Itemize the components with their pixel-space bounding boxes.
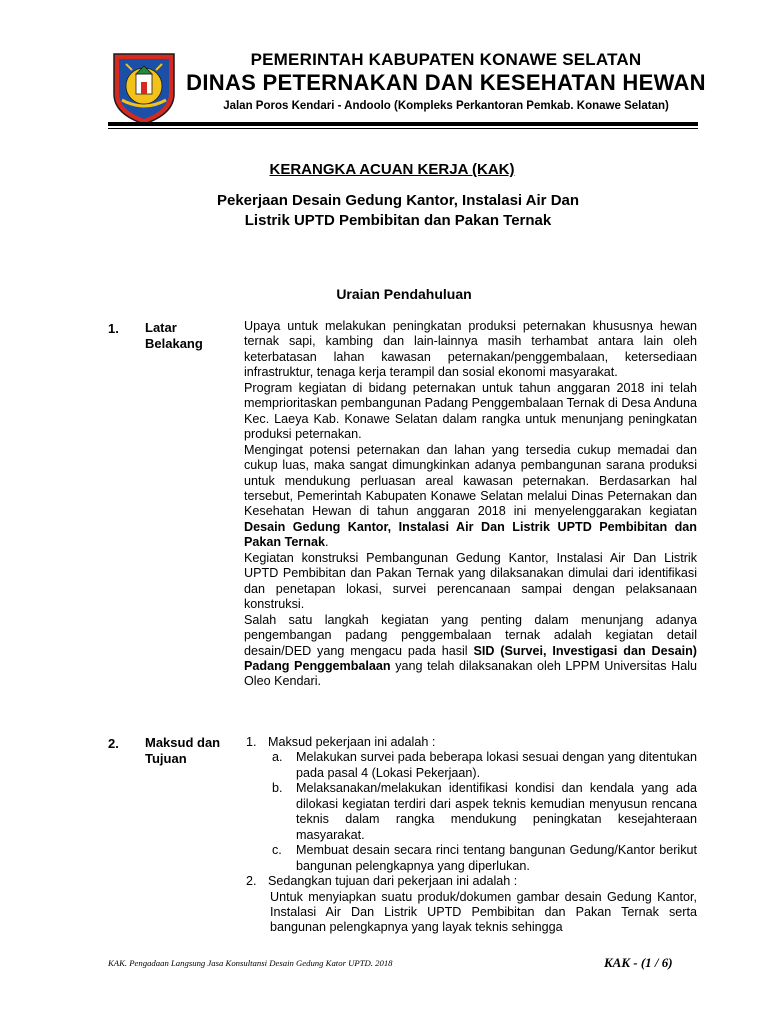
section1-paragraph-4: Kegiatan konstruksi Pembangunan Gedung Kantor, Instalasi Air Dan Listrik UPTD Pembibitan dan Pakan Ternak yang dilaksanakan dimulai dari identifikasi dan penetapan lokasi, survei perencanaan sampai dengan pelaksanaan konstruksi.	[244, 550, 697, 612]
footer-document-reference: KAK. Pengadaan Langsung Jasa Konsultansi Desain Gedung Kator UPTD. 2018	[108, 958, 393, 968]
section1-paragraph-2: Program kegiatan di bidang peternakan untuk tahun anggaran 2018 ini telah memprioritaskan pembangunan Padang Penggembalaan Ternak di Desa Anduna Kec. Laeya Kab. Konawe Selatan dalam rangka untuk menunjang peningkatan produksi peternakan.	[244, 380, 697, 442]
section1-p3-bold: Desain Gedung Kantor, Instalasi Air Dan Listrik UPTD Pembibitan dan Pakan Ternak	[244, 519, 697, 550]
document-subtitle-line1: Pekerjaan Desain Gedung Kantor, Instalasi Air Dan	[216, 192, 580, 209]
section1-p3-text: Mengingat potensi peternakan dan lahan yang tersedia cukup memadai dan cukup luas, maka sangat dimungkinkan adanya pembangunan sarana produksi untuk mendukung perluasan areal kawasan peternakan. Berdasarkan hal tersebut, Pemerintah Kabupaten Konawe Selatan melalui Dinas Peternakan dan Kesehatan Hewan di tahun anggaran 2018 ini menyelenggarakan kegiatan	[244, 442, 697, 519]
section1-paragraph-5	[244, 613, 697, 690]
list-marker: 2.	[246, 874, 257, 889]
section1-number: 1.	[108, 321, 119, 336]
list-marker: c.	[272, 843, 282, 858]
section2-list	[244, 735, 697, 936]
list-item-text: Melakukan survei pada beberapa lokasi sesuai dengan yang ditentukan pada pasal 4 (Lokasi Pekerjaan).	[296, 750, 697, 780]
section1-paragraph-1: Upaya untuk melakukan peningkatan produksi peternakan khususnya hewan ternak sapi, kambing dan lain-lainnya masih terhambat antara lain oleh keterbatasan lahan kawasan peternakan/penggembalaan, ketersediaan infrastruktur, tenaga kerja terampil dan sosial ekonomi masyarakat.	[244, 319, 697, 380]
section1-paragraph-3	[244, 443, 697, 551]
list-marker: b.	[272, 781, 283, 796]
footer-page-number: KAK - (1 / 6)	[604, 955, 673, 970]
section1-body	[244, 319, 697, 690]
section1-p3-end: .	[324, 535, 329, 550]
header-government-name: PEMERINTAH KABUPATEN KONAWE SELATAN	[250, 50, 642, 69]
section2-number: 2.	[108, 736, 119, 751]
section2-purpose-paragraph: Untuk menyiapkan suatu produk/dokumen gambar desain Gedung Kantor, Instalasi Air Dan Listrik UPTD Pembibitan dan Pakan Ternak serta bangunan pelengkapnya yang layak teknis sehingga	[270, 889, 697, 935]
document-subtitle-line2: Listrik UPTD Pembibitan dan Pakan Ternak	[244, 212, 552, 229]
regency-coat-of-arms-icon	[108, 50, 180, 126]
list-item	[244, 735, 697, 750]
header-rule-thick	[108, 122, 698, 126]
section1-p5-bold: SID (Survei, Investigasi dan Desain) Padang Penggembalaan	[244, 643, 697, 673]
document-title: KERANGKA ACUAN KERJA (KAK)	[269, 161, 515, 178]
section-heading: Uraian Pendahuluan	[336, 286, 472, 302]
list-item	[244, 750, 697, 781]
list-item	[244, 843, 697, 874]
section2-label	[145, 735, 240, 767]
section1-p5-text: Salah satu langkah kegiatan yang penting dalam menunjang adanya pengembangan padang penggembalaan ternak adalah kegiatan detail desain/DED yang mengacu pada hasil	[244, 612, 697, 658]
list-item-text: Maksud pekerjaan ini adalah :	[268, 735, 436, 749]
section2-label-line1: Maksud dan	[145, 735, 221, 750]
list-marker: a.	[272, 750, 283, 765]
list-item-text: Melaksanakan/melakukan identifikasi kondisi dan kendala yang ada dilokasi kegiatan terdiri dari aspek teknis kemudian menyusun rencana teknis dalam rangka mendukung peningkatan kesejahteraan masyarakat.	[296, 781, 697, 842]
list-item	[244, 874, 697, 889]
section1-label	[145, 320, 240, 352]
list-item-text: Membuat desain secara rinci tentang bangunan Gedung/Kantor berikut bangunan pelengkapnya yang diperlukan.	[296, 843, 697, 873]
header-rule-thin	[108, 128, 698, 129]
list-item	[244, 781, 697, 843]
list-item-text: Sedangkan tujuan dari pekerjaan ini adalah :	[268, 874, 518, 889]
header-address: Jalan Poros Kendari - Andoolo (Kompleks Perkantoran Pemkab. Konawe Selatan)	[223, 100, 669, 112]
list-marker: 1.	[246, 735, 257, 749]
section1-label-line1: Latar	[145, 320, 177, 335]
section1-p5-end: yang telah dilaksanakan oleh LPPM Universitas Halu Oleo Kendari.	[244, 658, 697, 689]
header-agency-name: DINAS PETERNAKAN DAN KESEHATAN HEWAN	[186, 70, 706, 95]
section2-label-line2: Tujuan	[145, 751, 187, 766]
section1-label-line2: Belakang	[145, 336, 203, 351]
